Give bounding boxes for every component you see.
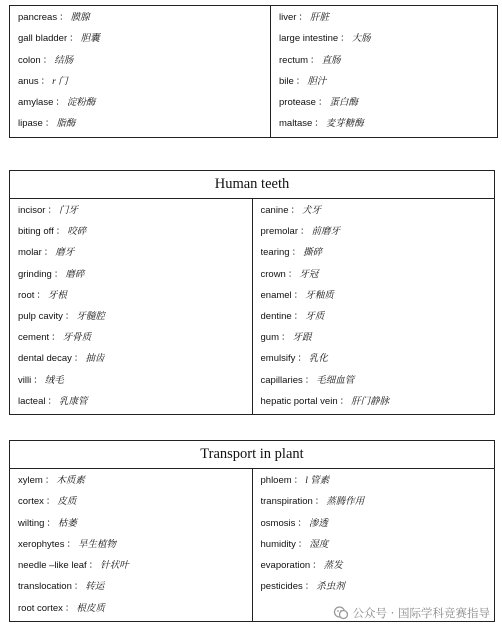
vocab-entry — [261, 242, 495, 263]
english-term: phloem — [260, 475, 292, 486]
english-term: villi — [18, 374, 32, 386]
english-term: lipase — [18, 118, 43, 130]
chinese-translation: 淀粉酶 — [66, 98, 96, 109]
chinese-translation: 旱生植物 — [78, 539, 117, 550]
vocab-entry — [18, 306, 252, 327]
vocab-entry — [279, 7, 497, 28]
term-separator: ： — [314, 118, 324, 130]
vocab-entry — [18, 555, 252, 576]
vocab-entry — [18, 348, 252, 369]
english-term: wilting — [18, 517, 45, 529]
term-separator: ： — [44, 118, 55, 130]
chinese-translation: 胆囊 — [80, 34, 100, 45]
vocab-entry — [18, 92, 270, 113]
vocab-entry — [261, 576, 495, 597]
chinese-translation: 转运 — [85, 582, 105, 593]
term-separator: ： — [46, 517, 56, 529]
term-separator: ： — [293, 289, 304, 301]
vocab-entry — [18, 576, 252, 597]
chinese-translation: 直肠 — [321, 55, 341, 66]
chinese-translation: 枯萎 — [57, 518, 77, 529]
english-term: liver — [279, 12, 297, 23]
chinese-translation: 绒毛 — [44, 375, 64, 386]
chinese-translation: r 门 — [52, 76, 68, 87]
english-term: molar — [18, 247, 42, 259]
term-separator: ： — [69, 33, 79, 45]
term-separator: ： — [64, 602, 75, 614]
english-term: humidity — [260, 538, 296, 550]
chinese-translation: 渗透 — [308, 518, 328, 529]
english-term: protease — [279, 97, 316, 109]
vocab-entry — [18, 242, 252, 263]
vocab-entry — [18, 264, 252, 285]
vocab-entry — [18, 534, 252, 555]
chinese-translation: l 管素 — [305, 476, 330, 486]
term-separator: ： — [298, 12, 308, 23]
term-separator: ： — [317, 97, 328, 109]
vocab-entry — [261, 370, 495, 391]
vocab-entry — [261, 513, 495, 534]
vocab-entry — [279, 113, 497, 134]
vocab-entry — [18, 221, 252, 242]
transport-in-plant-table — [9, 440, 495, 622]
english-term: pancreas — [18, 12, 58, 23]
english-term: dentine — [260, 310, 292, 322]
english-term: tearing — [260, 247, 290, 259]
vocab-entry — [261, 200, 495, 221]
chinese-translation: 前磨牙 — [311, 227, 341, 238]
english-term: maltase — [279, 118, 313, 130]
english-term: incisor — [18, 205, 46, 216]
chinese-translation: 门牙 — [58, 206, 78, 216]
term-separator: ： — [300, 226, 310, 238]
term-separator: ： — [291, 247, 302, 259]
chinese-translation: 牙质 — [305, 311, 325, 322]
vocab-entry — [18, 370, 252, 391]
vocab-entry — [261, 285, 495, 306]
vocab-entry — [18, 598, 252, 619]
english-term: root cortex — [18, 602, 63, 614]
vocab-entry — [18, 391, 252, 412]
vocab-entry — [18, 470, 252, 491]
term-separator: ： — [312, 560, 322, 572]
chinese-translation: 蛋白酶 — [329, 98, 359, 109]
term-separator: ： — [36, 289, 46, 301]
chinese-translation: 肝脏 — [309, 13, 329, 23]
english-term: colon — [18, 54, 41, 66]
transport-right-column — [252, 469, 495, 622]
term-separator: ： — [304, 581, 315, 593]
vocab-entry — [18, 285, 252, 306]
chinese-translation: 脂酶 — [56, 119, 76, 130]
term-separator: ： — [64, 310, 75, 322]
english-term: canine — [260, 205, 289, 216]
english-term: translocation — [18, 581, 72, 593]
english-term: cortex — [18, 496, 44, 508]
english-term: xerophytes — [18, 538, 65, 550]
vocab-entry — [18, 491, 252, 512]
term-separator: ： — [47, 395, 57, 407]
term-separator: ： — [287, 268, 298, 280]
english-term: evaporation — [260, 560, 311, 572]
vocab-entry — [18, 113, 270, 134]
term-separator: ： — [59, 12, 69, 23]
vocab-entry — [261, 348, 495, 369]
term-separator: ： — [280, 332, 291, 344]
term-separator: ： — [47, 205, 57, 216]
chinese-translation: 根皮质 — [76, 603, 105, 614]
chinese-translation: 膜腺 — [70, 13, 90, 23]
chinese-translation: 麦芽糖酶 — [325, 119, 364, 130]
term-separator: ： — [314, 496, 325, 508]
english-term: lacteal — [18, 395, 46, 407]
english-term: gall bladder — [18, 33, 68, 45]
section-title: Human teeth — [10, 171, 495, 199]
chinese-translation: 牙骨质 — [62, 333, 92, 344]
vocab-entry — [261, 327, 495, 348]
term-separator: ： — [290, 205, 301, 216]
teeth-right-column — [252, 199, 495, 415]
english-term: capillaries — [260, 374, 303, 386]
vocab-entry — [18, 50, 270, 71]
term-separator: ： — [73, 581, 84, 593]
chinese-translation: 针状叶 — [100, 561, 129, 572]
chinese-translation: 杀虫剂 — [316, 582, 345, 593]
english-term: gum — [260, 332, 279, 344]
vocab-entry — [18, 71, 270, 92]
transport-left-column — [10, 469, 253, 622]
term-separator: ： — [310, 54, 320, 66]
vocab-entry — [261, 264, 495, 285]
vocab-entry — [261, 534, 495, 555]
chinese-translation: 牙釉质 — [305, 290, 334, 301]
chinese-translation: 撕碎 — [303, 248, 323, 259]
vocab-entry — [18, 513, 252, 534]
vocab-entry — [261, 470, 495, 491]
english-term: hepatic portal vein — [260, 395, 338, 407]
chinese-translation: 结肠 — [54, 55, 74, 66]
chinese-translation: 牙髓腔 — [76, 311, 105, 322]
english-term: dental decay — [18, 353, 72, 365]
term-separator: ： — [43, 247, 54, 259]
term-separator: ： — [297, 538, 308, 550]
chinese-translation: 乳化 — [308, 354, 328, 365]
english-term: biting off — [18, 226, 54, 238]
chinese-translation: 胆汁 — [307, 76, 327, 87]
human-teeth-table — [9, 170, 495, 415]
term-separator: ： — [55, 97, 65, 109]
term-separator: ： — [88, 560, 99, 572]
vocab-entry — [261, 306, 495, 327]
vocab-entry — [18, 200, 252, 221]
vocab-entry — [261, 491, 495, 512]
chinese-translation: 犬牙 — [302, 206, 322, 216]
chinese-translation: 牙跟 — [292, 333, 312, 344]
term-separator: ： — [340, 33, 350, 45]
term-separator: ： — [55, 226, 66, 238]
english-term: pesticides — [260, 581, 303, 593]
watermark-text: 公众号 · 国际学科竞赛指导 — [352, 606, 490, 620]
chinese-translation: 咬碎 — [67, 227, 87, 238]
english-term: bile — [279, 75, 294, 87]
english-term: cement — [18, 332, 50, 344]
english-term: anus — [18, 75, 39, 87]
vocab-entry — [261, 391, 495, 412]
english-term: rectum — [279, 54, 309, 66]
english-term: xylem — [18, 475, 43, 486]
english-term: grinding — [18, 268, 52, 280]
digestion-left-column — [10, 6, 271, 138]
chinese-translation: 毛细血管 — [316, 375, 355, 386]
chinese-translation: 木质素 — [56, 476, 85, 486]
vocab-entry — [279, 71, 497, 92]
term-separator: ： — [33, 374, 43, 386]
term-separator: ： — [293, 310, 304, 322]
english-term: osmosis — [260, 517, 296, 529]
term-separator: ： — [297, 517, 307, 529]
wechat-official-account-icon — [333, 605, 349, 621]
digestion-right-column — [271, 6, 498, 138]
vocab-entry — [279, 50, 497, 71]
english-term: transpiration — [260, 496, 313, 508]
digestion-vocab-table — [9, 5, 498, 138]
english-term: enamel — [260, 289, 292, 301]
term-separator: ： — [42, 54, 53, 66]
english-term: premolar — [260, 226, 298, 238]
chinese-translation: 肝门静脉 — [351, 396, 390, 407]
chinese-translation: 大肠 — [351, 34, 371, 45]
term-separator: ： — [44, 475, 55, 486]
watermark — [333, 605, 490, 621]
vocab-entry — [18, 7, 270, 28]
vocab-entry — [261, 555, 495, 576]
english-term: large intestine — [279, 33, 339, 45]
english-term: needle –like leaf — [18, 560, 87, 572]
chinese-translation: 皮质 — [57, 497, 77, 508]
teeth-left-column — [10, 199, 253, 415]
chinese-translation: 乳康管 — [58, 396, 88, 407]
term-separator: ： — [73, 353, 84, 365]
english-term: pulp cavity — [18, 310, 63, 322]
chinese-translation: 抽齿 — [85, 354, 105, 365]
english-term: emulsify — [260, 353, 296, 365]
chinese-translation: 磨碎 — [65, 269, 85, 280]
vocab-entry — [18, 28, 270, 49]
chinese-translation: 蒸发 — [323, 561, 343, 572]
section-title: Transport in plant — [10, 441, 495, 469]
term-separator: ： — [53, 268, 64, 280]
term-separator: ： — [297, 353, 307, 365]
term-separator: ： — [304, 374, 315, 386]
english-term: crown — [260, 268, 286, 280]
vocab-entry — [18, 327, 252, 348]
chinese-translation: 牙根 — [47, 290, 67, 301]
term-separator: ： — [45, 496, 56, 508]
chinese-translation: 磨牙 — [55, 248, 75, 259]
term-separator: ： — [295, 75, 306, 87]
english-term: amylase — [18, 97, 54, 109]
term-separator: ： — [339, 395, 350, 407]
chinese-translation: 蒸腾作用 — [326, 497, 365, 508]
chinese-translation: 牙冠 — [299, 269, 319, 280]
vocab-entry — [261, 221, 495, 242]
term-separator: ： — [293, 475, 304, 486]
chinese-translation: 湿度 — [309, 539, 329, 550]
term-separator: ： — [40, 75, 51, 87]
vocab-entry — [279, 92, 497, 113]
term-separator: ： — [51, 332, 61, 344]
term-separator: ： — [66, 538, 76, 550]
english-term: root — [18, 289, 35, 301]
vocab-entry — [279, 28, 497, 49]
